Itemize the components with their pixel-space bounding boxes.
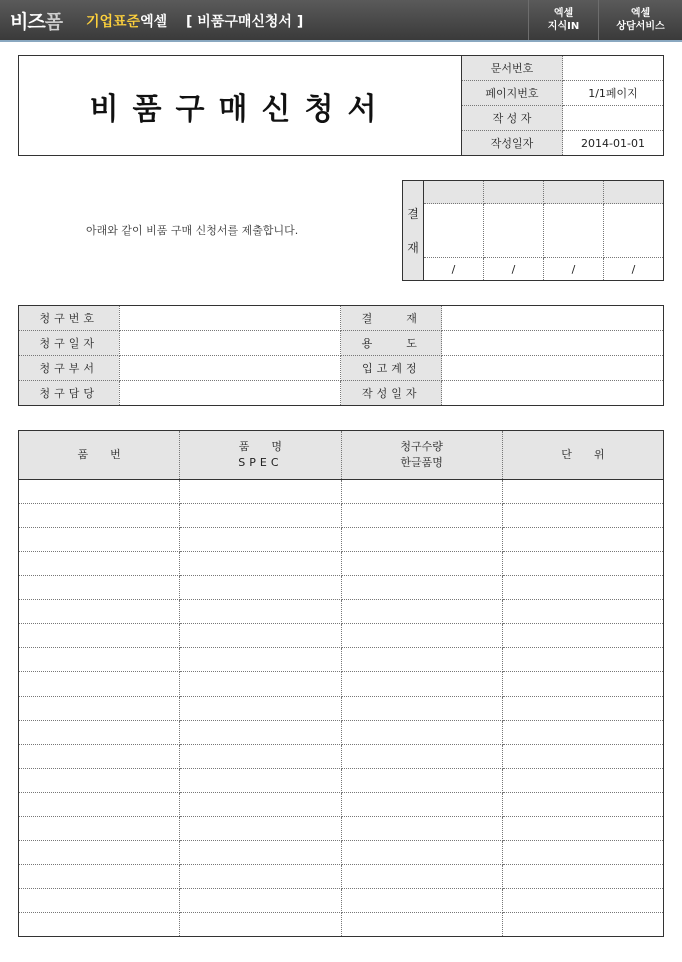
approval-date-cell[interactable]: / bbox=[604, 258, 664, 281]
purpose-field[interactable] bbox=[442, 331, 664, 356]
item-cell[interactable] bbox=[502, 816, 663, 840]
item-cell[interactable] bbox=[19, 696, 180, 720]
approval-label-bottom: 재 bbox=[407, 240, 419, 255]
item-cell[interactable] bbox=[19, 624, 180, 648]
excel-consult-button[interactable] bbox=[598, 0, 682, 40]
btn2-line2: 상담서비스 bbox=[616, 21, 665, 32]
item-cell[interactable] bbox=[180, 600, 341, 624]
col-line2: SPEC bbox=[238, 456, 283, 470]
field-value[interactable] bbox=[563, 106, 664, 131]
col-line1: 단 위 bbox=[561, 448, 605, 462]
btn1-line1: 엑셀 bbox=[553, 8, 574, 19]
col-line1: 품 번 bbox=[77, 448, 121, 462]
item-cell[interactable] bbox=[502, 840, 663, 864]
col-line2: 한글품명 bbox=[400, 456, 443, 470]
item-cell[interactable] bbox=[19, 744, 180, 768]
signature-cell[interactable] bbox=[544, 204, 604, 258]
column-header-item-name bbox=[180, 431, 341, 480]
request-dept-field[interactable] bbox=[119, 356, 341, 381]
item-cell[interactable] bbox=[341, 504, 502, 528]
table-row bbox=[19, 744, 664, 768]
table-row bbox=[19, 888, 664, 912]
item-cell[interactable] bbox=[180, 672, 341, 696]
item-cell[interactable] bbox=[341, 672, 502, 696]
table-row bbox=[19, 672, 664, 696]
item-cell[interactable] bbox=[341, 528, 502, 552]
item-cell[interactable] bbox=[502, 480, 663, 504]
btn1-line2: 지식IN bbox=[547, 21, 580, 32]
approval-status-field[interactable] bbox=[442, 306, 664, 331]
item-cell[interactable] bbox=[19, 912, 180, 936]
item-cell[interactable] bbox=[341, 648, 502, 672]
table-row bbox=[19, 840, 664, 864]
intro-text: 아래와 같이 비품 구매 신청서를 제출합니다. bbox=[86, 224, 299, 237]
item-cell[interactable] bbox=[341, 720, 502, 744]
table-row bbox=[19, 816, 664, 840]
table-row bbox=[19, 696, 664, 720]
col-line1: 품 명 bbox=[238, 440, 283, 454]
table-row bbox=[19, 600, 664, 624]
item-cell[interactable] bbox=[341, 552, 502, 576]
field-value[interactable]: 2014-01-01 bbox=[563, 131, 664, 156]
item-cell[interactable] bbox=[341, 696, 502, 720]
col-line1: 청구수량 bbox=[400, 440, 443, 454]
request-number-label: 청구번호 bbox=[19, 306, 120, 331]
item-cell[interactable] bbox=[502, 696, 663, 720]
item-cell[interactable] bbox=[180, 816, 341, 840]
item-cell[interactable] bbox=[19, 480, 180, 504]
table-row bbox=[19, 576, 664, 600]
item-cell[interactable] bbox=[502, 744, 663, 768]
item-cell[interactable] bbox=[180, 912, 341, 936]
item-cell[interactable] bbox=[19, 720, 180, 744]
approval-label bbox=[403, 181, 424, 281]
column-header-unit bbox=[502, 431, 663, 480]
approval-table bbox=[402, 180, 664, 281]
stock-account-field[interactable] bbox=[442, 356, 664, 381]
item-cell[interactable] bbox=[341, 816, 502, 840]
item-cell[interactable] bbox=[19, 672, 180, 696]
item-cell[interactable] bbox=[19, 840, 180, 864]
item-cell[interactable] bbox=[19, 792, 180, 816]
approval-date-cell[interactable]: / bbox=[424, 258, 484, 281]
item-cell[interactable] bbox=[502, 768, 663, 792]
request-number-field[interactable] bbox=[119, 306, 341, 331]
table-row bbox=[19, 504, 664, 528]
top-bar bbox=[0, 0, 682, 42]
table-row bbox=[19, 864, 664, 888]
table-row bbox=[19, 648, 664, 672]
header-table bbox=[18, 55, 664, 156]
logo-main: 비즈 bbox=[10, 11, 45, 33]
written-date-field[interactable] bbox=[442, 381, 664, 406]
signature-cell[interactable] bbox=[484, 204, 544, 258]
field-label: 작성일자 bbox=[462, 131, 563, 156]
approver-title-cell[interactable] bbox=[424, 181, 484, 204]
item-cell[interactable] bbox=[180, 576, 341, 600]
item-cell[interactable] bbox=[341, 888, 502, 912]
item-cell[interactable] bbox=[19, 600, 180, 624]
field-label: 문서번호 bbox=[462, 56, 563, 81]
item-cell[interactable] bbox=[180, 504, 341, 528]
item-cell[interactable] bbox=[19, 888, 180, 912]
request-date-field[interactable] bbox=[119, 331, 341, 356]
approver-title-cell[interactable] bbox=[604, 181, 664, 204]
form-title: 비품구매신청서 bbox=[19, 56, 462, 156]
table-row bbox=[19, 552, 664, 576]
column-header-quantity bbox=[341, 431, 502, 480]
item-cell[interactable] bbox=[19, 648, 180, 672]
item-cell[interactable] bbox=[341, 912, 502, 936]
table-row bbox=[19, 792, 664, 816]
item-cell[interactable] bbox=[180, 720, 341, 744]
item-cell[interactable] bbox=[502, 528, 663, 552]
table-row bbox=[19, 912, 664, 936]
signature-cell[interactable] bbox=[424, 204, 484, 258]
field-label: 작 성 자 bbox=[462, 106, 563, 131]
item-cell[interactable] bbox=[341, 624, 502, 648]
btn2-line1: 엑셀 bbox=[630, 8, 651, 19]
approval-status-label: 결 재 bbox=[341, 306, 442, 331]
field-value[interactable]: 1/1페이지 bbox=[563, 81, 664, 106]
request-dept-label: 청구부서 bbox=[19, 356, 120, 381]
item-cell[interactable] bbox=[502, 576, 663, 600]
item-cell[interactable] bbox=[180, 528, 341, 552]
item-cell[interactable] bbox=[341, 576, 502, 600]
item-cell[interactable] bbox=[502, 888, 663, 912]
item-cell[interactable] bbox=[19, 768, 180, 792]
item-cell[interactable] bbox=[180, 864, 341, 888]
table-row bbox=[19, 624, 664, 648]
purpose-label: 용 도 bbox=[341, 331, 442, 356]
logo-sub: 폼 bbox=[44, 11, 63, 33]
item-cell[interactable] bbox=[502, 792, 663, 816]
item-cell[interactable] bbox=[341, 768, 502, 792]
brand-rest: 엑셀 bbox=[140, 14, 168, 30]
table-row bbox=[19, 528, 664, 552]
item-cell[interactable] bbox=[180, 480, 341, 504]
request-info-table bbox=[18, 305, 664, 406]
field-label: 페이지번호 bbox=[462, 81, 563, 106]
item-cell[interactable] bbox=[502, 600, 663, 624]
approver-title-cell[interactable] bbox=[484, 181, 544, 204]
table-row bbox=[19, 768, 664, 792]
item-cell[interactable] bbox=[180, 768, 341, 792]
brand-label[interactable] bbox=[86, 11, 167, 31]
item-cell[interactable] bbox=[502, 552, 663, 576]
item-cell[interactable] bbox=[502, 504, 663, 528]
written-date-label: 작성일자 bbox=[341, 381, 442, 406]
table-row bbox=[19, 720, 664, 744]
item-cell[interactable] bbox=[180, 744, 341, 768]
column-header-item-number bbox=[19, 431, 180, 480]
document-title: [ 비품구매신청서 ] bbox=[186, 14, 304, 30]
field-value[interactable] bbox=[563, 56, 664, 81]
requester-label: 청구담당 bbox=[19, 381, 120, 406]
item-cell[interactable] bbox=[341, 792, 502, 816]
request-date-label: 청구일자 bbox=[19, 331, 120, 356]
brand-highlight: 기업표준 bbox=[86, 14, 141, 30]
item-cell[interactable] bbox=[180, 696, 341, 720]
item-cell[interactable] bbox=[19, 528, 180, 552]
item-cell[interactable] bbox=[180, 840, 341, 864]
signature-cell[interactable] bbox=[604, 204, 664, 258]
approval-date-cell[interactable]: / bbox=[484, 258, 544, 281]
item-cell[interactable] bbox=[502, 912, 663, 936]
item-cell[interactable] bbox=[180, 624, 341, 648]
item-cell[interactable] bbox=[341, 480, 502, 504]
stock-account-label: 입고계정 bbox=[341, 356, 442, 381]
approval-date-cell[interactable]: / bbox=[544, 258, 604, 281]
item-cell[interactable] bbox=[341, 840, 502, 864]
item-cell[interactable] bbox=[19, 552, 180, 576]
item-cell[interactable] bbox=[502, 864, 663, 888]
item-cell[interactable] bbox=[502, 624, 663, 648]
table-row bbox=[19, 480, 664, 504]
bizform-logo[interactable] bbox=[10, 7, 62, 34]
item-cell[interactable] bbox=[502, 648, 663, 672]
item-cell[interactable] bbox=[19, 864, 180, 888]
items-table bbox=[18, 430, 664, 937]
item-cell[interactable] bbox=[180, 552, 341, 576]
item-cell[interactable] bbox=[180, 648, 341, 672]
item-cell[interactable] bbox=[19, 576, 180, 600]
approver-title-cell[interactable] bbox=[544, 181, 604, 204]
item-cell[interactable] bbox=[502, 672, 663, 696]
item-cell[interactable] bbox=[19, 504, 180, 528]
item-cell[interactable] bbox=[341, 744, 502, 768]
requester-field[interactable] bbox=[119, 381, 341, 406]
excel-knowledge-button[interactable] bbox=[528, 0, 598, 40]
item-cell[interactable] bbox=[502, 720, 663, 744]
item-cell[interactable] bbox=[341, 600, 502, 624]
item-cell[interactable] bbox=[180, 792, 341, 816]
item-cell[interactable] bbox=[19, 816, 180, 840]
approval-label-top: 결 bbox=[407, 206, 419, 221]
item-cell[interactable] bbox=[341, 864, 502, 888]
item-cell[interactable] bbox=[180, 888, 341, 912]
